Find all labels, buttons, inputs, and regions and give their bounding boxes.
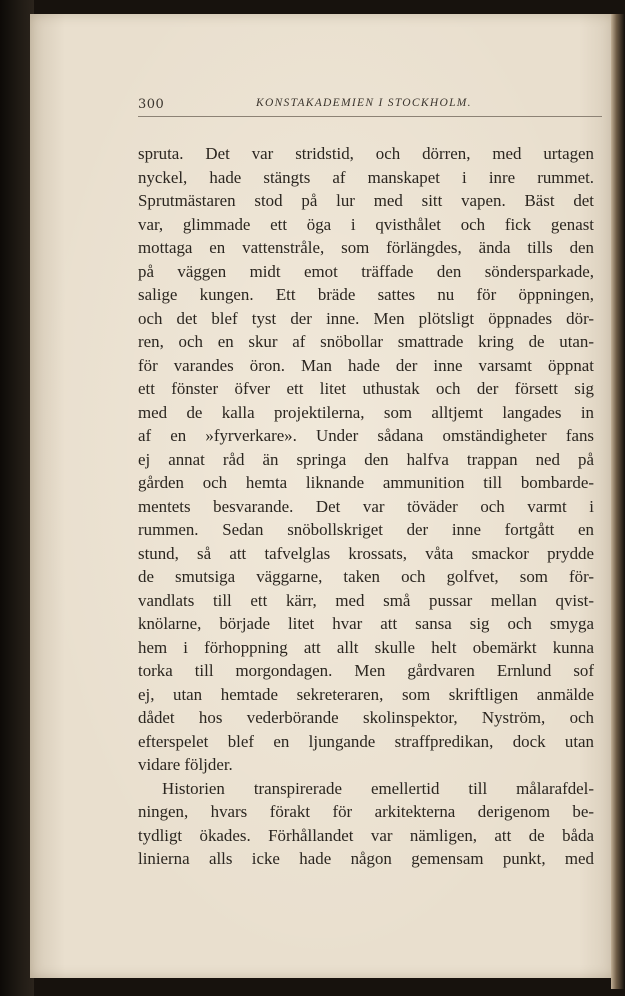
- text-line: ej annat råd än springa den halfva trappan ned på: [138, 449, 594, 469]
- book-spine: [0, 0, 34, 996]
- text-line: mentets besvarande. Det var töväder och varmt i: [138, 496, 594, 516]
- text-line: Sprutmästaren stod på lur med sitt vapen. Bäst det: [138, 191, 594, 210]
- text-line: och det blef tyst der inne. Men plötsligt öppnades dör-: [138, 308, 594, 328]
- page-edge: [611, 14, 625, 989]
- text-line: salige kungen. Ett bräde sattes nu för öppningen,: [138, 285, 594, 304]
- text-line: knölarne, började litet hvar att sansa sig och smyga: [138, 614, 594, 633]
- text-line: ej, utan hemtade sekreteraren, som skriftligen anmälde: [138, 684, 594, 704]
- text-line: hem i förhoppning att allt skulle helt obemärkt kunna: [138, 637, 594, 657]
- text-line: dådet hos vederbörande skolinspektor, Nyström, och: [138, 708, 594, 727]
- text-line: af en »fyrverkare». Under sådana omständigheter fans: [138, 426, 594, 445]
- text-line: vidare följder.: [138, 755, 233, 774]
- text-line: ren, och en skur af snöbollar smattrade kring de utan-: [138, 332, 594, 351]
- text-line: med de kalla projektilerna, som alltjemt langades in: [138, 402, 594, 422]
- text-line: nyckel, hade stängts af manskapet i inre rummet.: [138, 167, 594, 187]
- text-line: för varandes öron. Man hade der inne varsamt öppnat: [138, 355, 594, 375]
- paragraph-1: [138, 142, 594, 777]
- text-line: rummen. Sedan snöbollskriget der inne fortgått en: [138, 520, 594, 539]
- text-line: vandlats till ett kärr, med små pussar mellan qvist-: [138, 590, 594, 610]
- page-number: 300: [138, 97, 165, 112]
- text-line: stund, så att tafvelglas krossats, våta smackor prydde: [138, 543, 594, 563]
- text-line: spruta. Det var stridstid, och dörren, med urtagen: [138, 144, 594, 163]
- text-line: de smutsiga väggarne, taken och golfvet, som för-: [138, 567, 594, 586]
- text-line: mottaga en vattenstråle, som förlängdes, ända tills den: [138, 238, 594, 257]
- text-line: torka till morgondagen. Men gårdvaren Ernlund sof: [138, 661, 594, 680]
- paragraph-2: [138, 777, 594, 871]
- text-line: på väggen midt emot träffade den söndersparkade,: [138, 261, 594, 281]
- book-page: [30, 14, 614, 978]
- text-line: gården och hemta liknande ammunition till bombarde-: [138, 473, 594, 492]
- running-title: KONSTAKADEMIEN I STOCKHOLM.: [256, 97, 472, 109]
- text-line: ett fönster öfver ett litet uthustak och der försett sig: [138, 379, 594, 398]
- running-header: [138, 94, 602, 117]
- text-line: efterspelet blef en ljungande straffpredikan, dock utan: [138, 731, 594, 751]
- text-line: tydligt ökades. Förhållandet var nämligen, att de båda: [138, 825, 594, 845]
- text-line: Historien transpirerade emellertid till målarafdel-: [162, 778, 594, 798]
- text-line: linierna alls icke hade någon gemensam punkt, med: [138, 849, 594, 868]
- text-line: var, glimmade ett öga i qvisthålet och fick genast: [138, 214, 594, 234]
- text-line: ningen, hvars förakt för arkitekterna derigenom be-: [138, 802, 594, 821]
- body-text: [138, 142, 594, 871]
